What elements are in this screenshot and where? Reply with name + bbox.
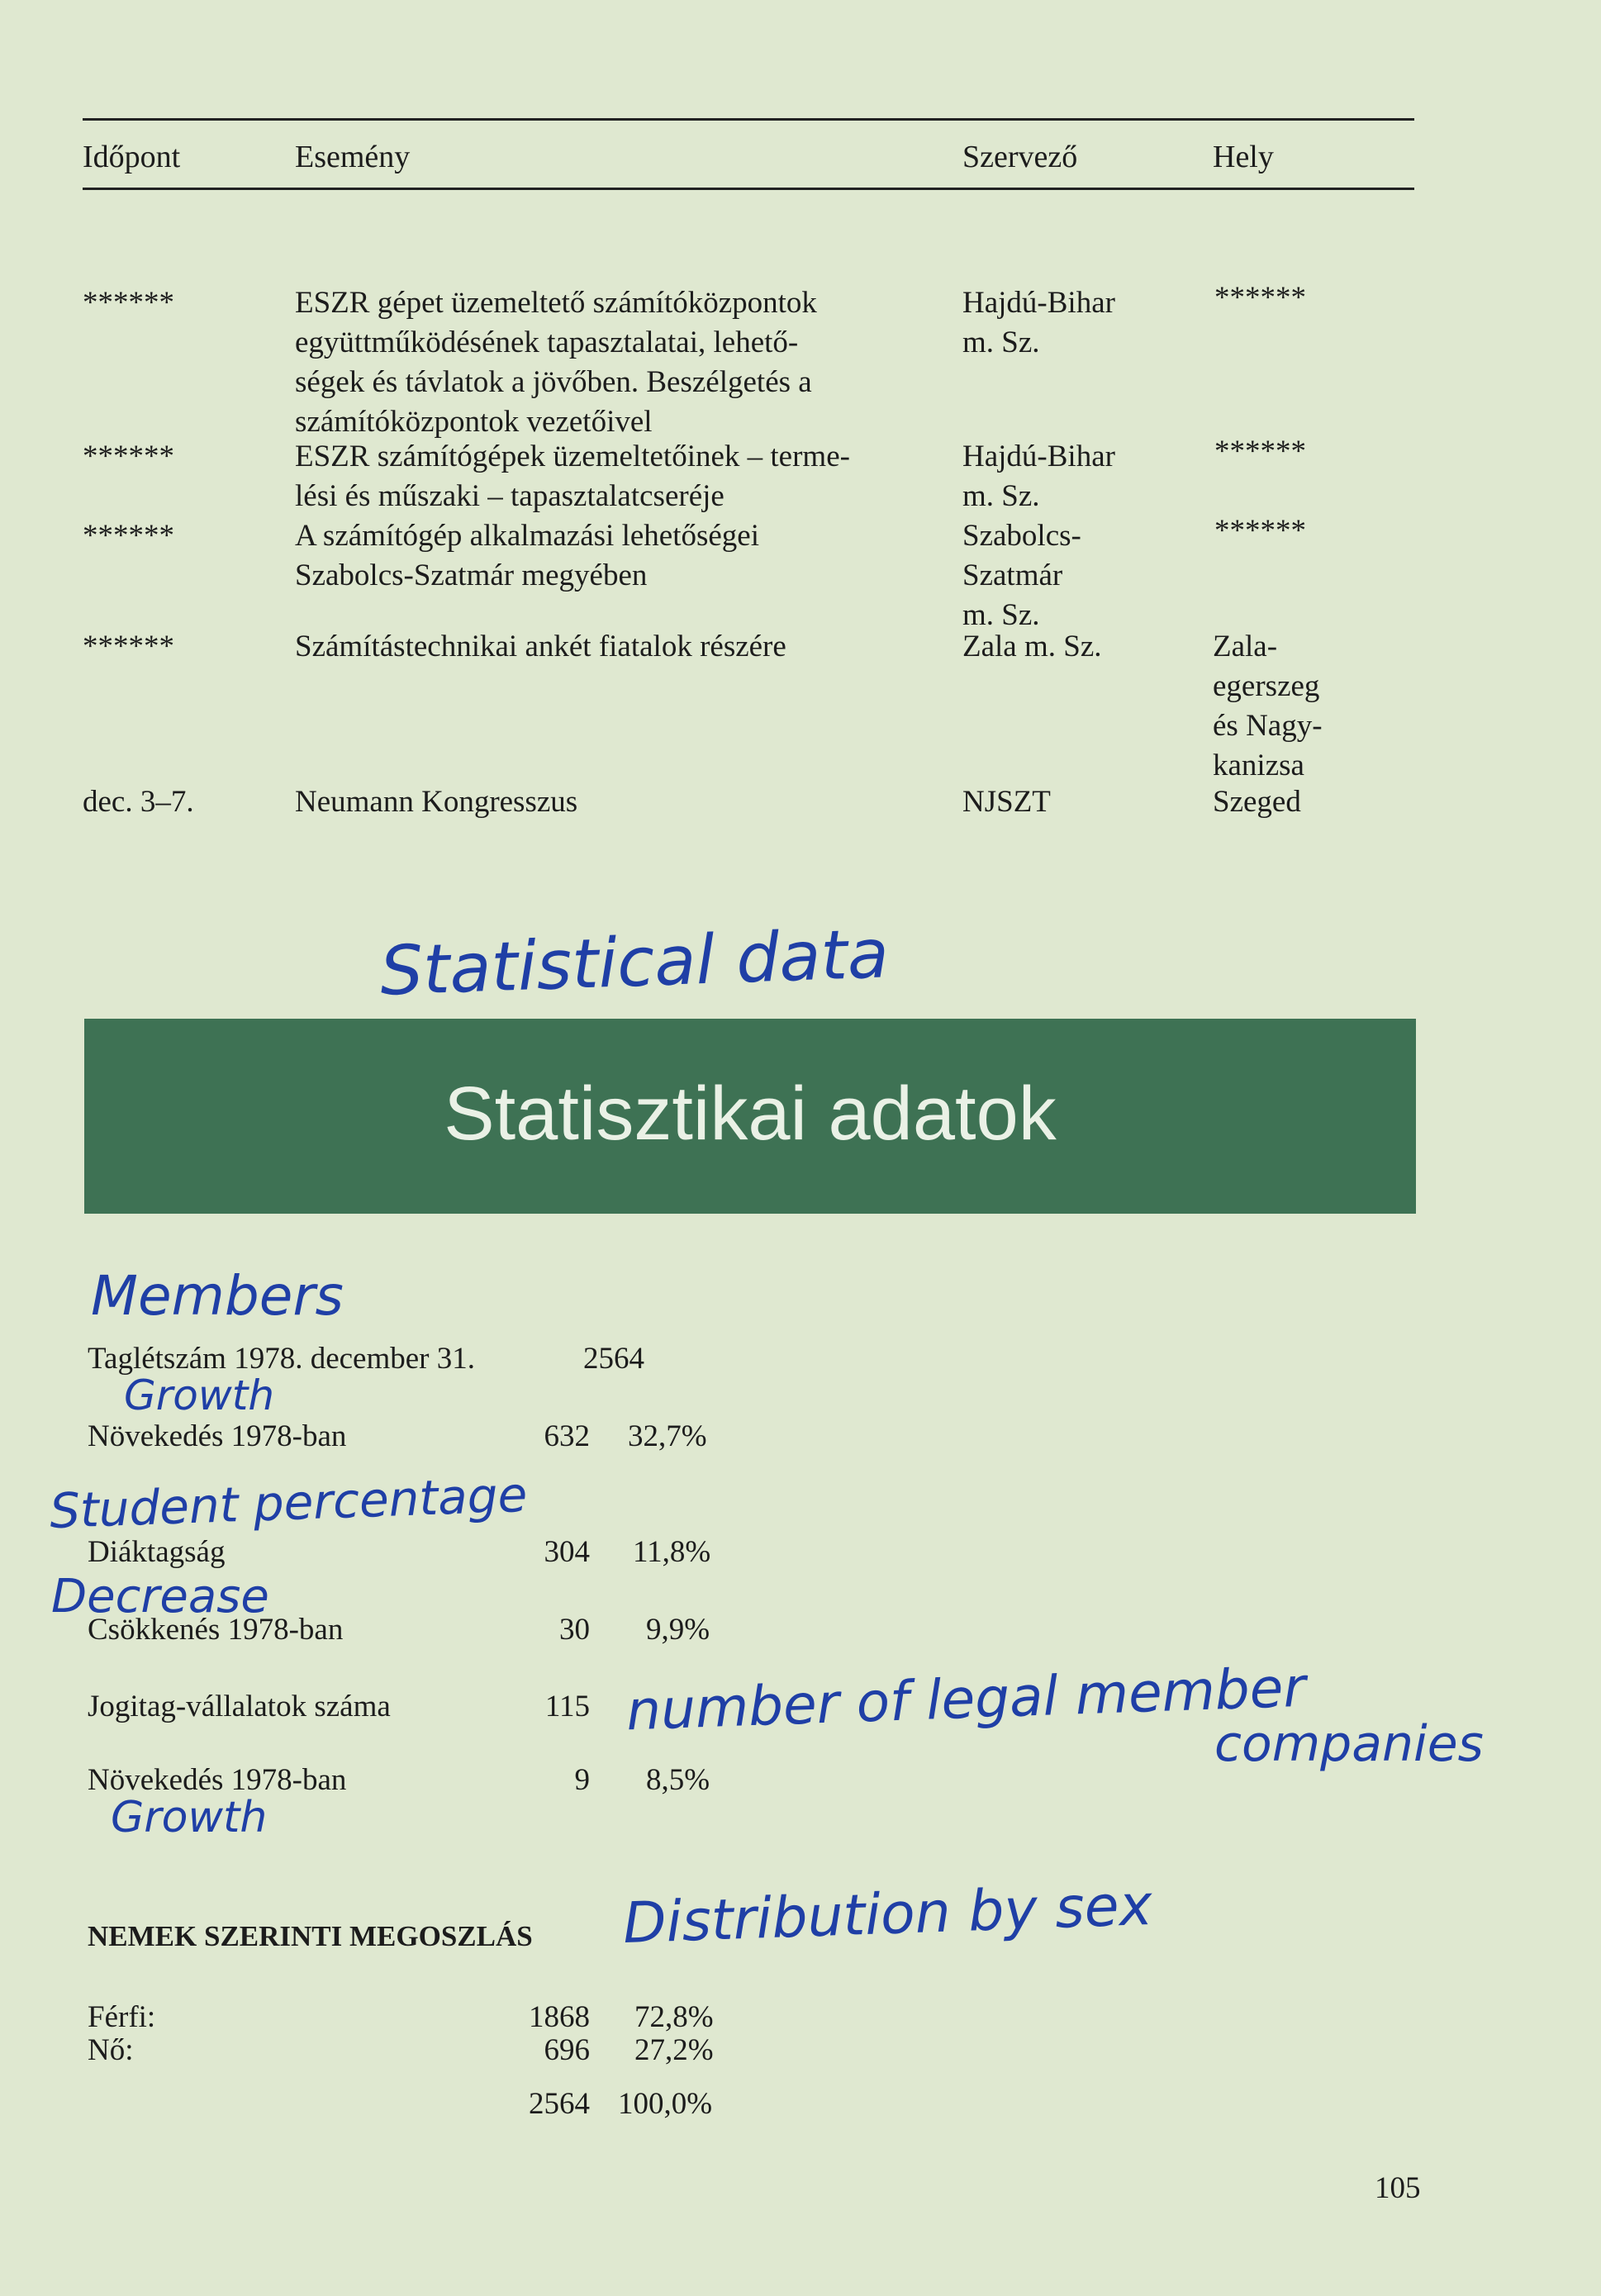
decrease-value: 30 — [559, 1613, 590, 1647]
page-number: 105 — [1375, 2171, 1421, 2205]
decrease-label: Csökkenés 1978-ban — [88, 1613, 344, 1647]
female-percent: 27,2% — [634, 2033, 714, 2067]
handwritten-growth-2: Growth — [111, 1793, 268, 1842]
growth-label: Növekedés 1978-ban — [88, 1419, 347, 1453]
row5-place-line1: Szeged — [1213, 785, 1301, 819]
legal-growth-label: Növekedés 1978-ban — [88, 1763, 347, 1797]
section-banner — [84, 1019, 1416, 1214]
row4-place-line2: egerszeg — [1213, 669, 1320, 703]
handwritten-decrease: Decrease — [51, 1570, 269, 1623]
male-label: Férfi: — [88, 2000, 156, 2034]
row3-time: ****** — [83, 519, 174, 553]
row3-organizer-line1: Szabolcs- — [962, 519, 1081, 553]
growth-percent: 32,7% — [628, 1419, 707, 1453]
legal-members-value: 115 — [544, 1690, 590, 1723]
row1-event-line2: együttműködésének tapasztalatai, lehető- — [295, 326, 799, 359]
students-percent: 11,8% — [633, 1535, 711, 1569]
row2-organizer-line2: m. Sz. — [962, 479, 1040, 513]
row5-time: dec. 3–7. — [83, 785, 194, 819]
row4-time: ****** — [83, 630, 174, 663]
handwritten-student-percentage: Student percentage — [48, 1466, 529, 1540]
handwritten-legal-line2: companies — [1214, 1715, 1484, 1773]
handwritten-growth-1: Growth — [124, 1371, 275, 1419]
banner-title: Statisztikai adatok — [444, 1072, 1057, 1156]
row3-event-line2: Szabolcs-Szatmár megyében — [295, 559, 648, 592]
row1-organizer-line1: Hajdú-Bihar — [962, 286, 1115, 320]
row4-place-line4: kanizsa — [1213, 749, 1304, 782]
row5-event-line1: Neumann Kongresszus — [295, 785, 578, 819]
students-value: 304 — [544, 1535, 590, 1569]
row1-time: ****** — [83, 286, 174, 320]
row1-organizer-line2: m. Sz. — [962, 326, 1040, 359]
total-percent: 100,0% — [618, 2087, 713, 2121]
row5-organizer-line1: NJSZT — [962, 785, 1051, 819]
decrease-percent: 9,9% — [646, 1613, 710, 1647]
row4-place-line1: Zala- — [1213, 630, 1278, 663]
header-place: Hely — [1213, 140, 1274, 174]
row3-place: ****** — [1214, 514, 1306, 548]
total-value: 2564 — [529, 2087, 590, 2121]
row1-event-line1: ESZR gépet üzemeltető számítóközpontok — [295, 286, 817, 320]
row1-place: ****** — [1214, 281, 1306, 315]
header-organizer: Szervező — [962, 140, 1078, 174]
students-label: Diáktagság — [88, 1535, 226, 1569]
male-value: 1868 — [529, 2000, 590, 2034]
row3-organizer-line3: m. Sz. — [962, 598, 1040, 632]
male-percent: 72,8% — [634, 2000, 714, 2034]
row2-organizer-line1: Hajdú-Bihar — [962, 440, 1115, 473]
female-label: Nő: — [88, 2033, 134, 2067]
row3-event-line1: A számítógép alkalmazási lehetőségei — [295, 519, 759, 553]
legal-members-label: Jogitag-vállalatok száma — [88, 1690, 391, 1723]
gender-heading: NEMEK SZERINTI MEGOSZLÁS — [88, 1920, 533, 1952]
row4-event-line1: Számítástechnikai ankét fiatalok részére — [295, 630, 786, 663]
row4-place-line3: és Nagy- — [1213, 709, 1323, 743]
handwritten-members: Members — [91, 1264, 344, 1328]
legal-growth-value: 9 — [574, 1763, 590, 1797]
membership-value: 2564 — [583, 1342, 644, 1376]
membership-label: Taglétszám 1978. december 31. — [88, 1342, 475, 1376]
header-time: Időpont — [83, 140, 181, 174]
header-event: Esemény — [295, 140, 411, 174]
row2-place: ****** — [1214, 435, 1306, 468]
row4-organizer-line1: Zala m. Sz. — [962, 630, 1102, 663]
table-top-rule — [83, 118, 1414, 121]
row2-time: ****** — [83, 440, 174, 473]
female-value: 696 — [544, 2033, 590, 2067]
row2-event-line2: lési és műszaki – tapasztalatcseréje — [295, 479, 724, 513]
handwritten-statistical-data: Statistical data — [378, 915, 891, 1011]
handwritten-legal-line1: number of legal member — [625, 1655, 1307, 1743]
growth-value: 632 — [544, 1419, 590, 1453]
table-header-rule — [83, 188, 1414, 190]
row1-event-line4: számítóközpontok vezetőivel — [295, 405, 653, 439]
handwritten-distribution: Distribution by sex — [621, 1872, 1154, 1957]
row3-organizer-line2: Szatmár — [962, 559, 1063, 592]
row2-event-line1: ESZR számítógépek üzemeltetőinek – terme- — [295, 440, 850, 473]
row1-event-line3: ségek és távlatok a jövőben. Beszélgetés a — [295, 365, 812, 399]
legal-growth-percent: 8,5% — [646, 1763, 710, 1797]
